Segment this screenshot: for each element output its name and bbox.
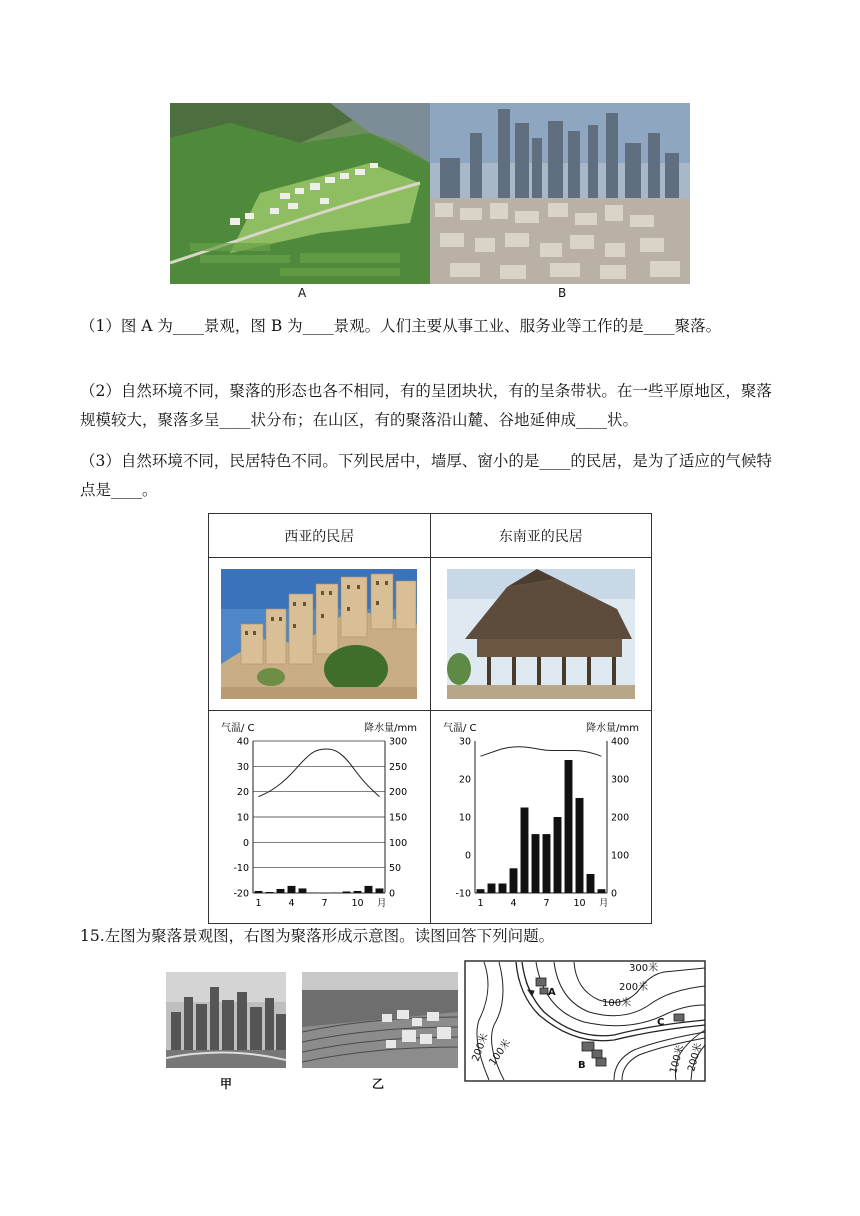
precip-bar — [299, 888, 307, 893]
precip-bar — [376, 888, 384, 893]
precip-tick-label: 100 — [610, 850, 629, 862]
west-asia-climate-cell — [209, 711, 431, 924]
precip-tick-label: 0 — [610, 888, 617, 900]
precip-bar — [310, 892, 318, 893]
settlement-contour-map — [464, 960, 706, 1082]
question-15: 15.左图为聚落景观图，右图为聚落形成示意图。读图回答下列问题。 — [80, 927, 555, 945]
precip-bar — [564, 760, 572, 893]
month-tick-label: 4 — [288, 898, 295, 909]
contour-label-right-200: 200米 — [686, 1041, 705, 1073]
temp-tick-label: 0 — [243, 837, 250, 849]
settlement-c-mark — [674, 1014, 684, 1021]
settlement-a-mark — [536, 978, 546, 986]
photo-yi-label: 乙 — [372, 1077, 385, 1091]
contour-label-left-100: 100米 — [487, 1037, 514, 1068]
precip-bar — [288, 886, 296, 893]
southeast-asia-climate-chart — [441, 717, 641, 917]
question-2: （2）自然环境不同，聚落的形态也各不相同，有的呈团块状，有的呈条带状。在一些平原地区，聚落规模较大，聚落多呈____状分布；在山区，有的聚落沿山麓、谷地延伸成____状。 — [80, 382, 772, 429]
west-asia-house-photo — [221, 569, 417, 699]
temp-tick-label: 10 — [237, 812, 250, 824]
settlement-a-label: A — [548, 987, 556, 998]
precip-bar — [531, 834, 539, 893]
settlement-b-label: B — [578, 1060, 586, 1071]
precip-bar — [476, 889, 484, 893]
temp-axis-title: 气温/ C — [221, 723, 255, 734]
month-tick-label: 1 — [477, 898, 484, 909]
temp-tick-label: -20 — [233, 888, 250, 900]
precip-bar — [553, 817, 561, 893]
contour-label-left-200: 200米 — [470, 1031, 491, 1064]
temp-tick-label: 10 — [458, 812, 471, 824]
contour-label-200: 200米 — [619, 982, 649, 993]
photo-b-label: B — [558, 286, 567, 300]
precip-bar — [332, 892, 340, 893]
west-asia-photo-cell — [209, 558, 431, 711]
precip-tick-label: 250 — [389, 761, 408, 773]
precip-bar — [597, 889, 605, 893]
precip-tick-label: 50 — [389, 863, 402, 875]
top-photos — [170, 103, 690, 284]
question-1: （1）图 A 为____景观，图 B 为____景观。人们主要从事工业、服务业等工作的是____聚落。 — [80, 317, 722, 335]
precip-bar — [487, 884, 495, 894]
month-tick-label: 10 — [351, 898, 364, 909]
west-asia-header: 西亚的民居 — [209, 514, 431, 558]
southeast-asia-climate-cell — [430, 711, 652, 924]
precip-bar — [509, 868, 517, 893]
precip-bar — [575, 798, 583, 893]
precip-bar — [365, 886, 373, 893]
precip-tick-label: 0 — [389, 888, 396, 900]
month-tick-label: 1 — [255, 898, 262, 909]
precip-tick-label: 300 — [610, 774, 629, 786]
photo-a-rural-settlement — [170, 103, 430, 284]
precip-bar — [343, 891, 351, 893]
precip-bar — [266, 892, 274, 893]
temp-tick-label: -10 — [233, 863, 250, 875]
temp-tick-label: 20 — [458, 774, 471, 786]
contour-label-right-100: 100米 — [668, 1043, 687, 1075]
photo-jia-label: 甲 — [220, 1077, 233, 1091]
southeast-asia-photo-cell — [430, 558, 652, 711]
photo-jia-city — [166, 972, 286, 1068]
precip-tick-label: 200 — [389, 787, 408, 799]
temperature-curve — [259, 749, 380, 797]
precip-tick-label: 150 — [389, 812, 408, 824]
housing-table — [208, 513, 652, 924]
month-tick-label: 4 — [510, 898, 517, 909]
precip-bar — [255, 891, 263, 893]
month-tick-label: 7 — [321, 898, 328, 909]
month-unit-label: 月 — [598, 898, 609, 909]
precip-bar — [354, 891, 362, 893]
precip-axis-title: 降水量/mm — [364, 723, 418, 734]
question-3: （3）自然环境不同，民居特色不同。下列民居中，墙厚、窗小的是____的民居，是为了适应的气候特点是____。 — [80, 452, 772, 499]
precip-axis-title: 降水量/mm — [585, 723, 639, 734]
precip-bar — [586, 874, 594, 893]
precip-tick-label: 400 — [610, 736, 629, 748]
contour-label-300: 300米 — [629, 963, 659, 974]
precip-bar — [321, 893, 329, 894]
temp-tick-label: 20 — [237, 787, 250, 799]
photo-a-label: A — [298, 286, 307, 300]
temp-tick-label: -10 — [455, 888, 471, 900]
west-asia-climate-chart — [219, 717, 419, 917]
photo-yi-village — [302, 972, 458, 1068]
precip-bar — [498, 884, 506, 894]
precip-tick-label: 100 — [389, 837, 408, 849]
photo-b-urban-settlement — [430, 103, 690, 284]
month-unit-label: 月 — [377, 898, 387, 909]
southeast-asia-header: 东南亚的民居 — [430, 514, 652, 558]
temperature-curve — [480, 747, 601, 757]
precip-tick-label: 300 — [389, 736, 408, 748]
temp-tick-label: 40 — [237, 736, 250, 748]
precip-bar — [542, 834, 550, 893]
precip-bar — [277, 889, 285, 893]
month-tick-label: 10 — [573, 898, 586, 909]
temp-axis-title: 气温/ C — [442, 723, 477, 734]
temp-tick-label: 30 — [237, 761, 250, 773]
southeast-asia-house-photo — [447, 569, 635, 699]
temp-tick-label: 30 — [458, 736, 471, 748]
settlement-c-label: C — [657, 1017, 665, 1028]
precip-bar — [520, 808, 528, 894]
temp-tick-label: 0 — [464, 850, 471, 862]
precip-tick-label: 200 — [610, 812, 629, 824]
month-tick-label: 7 — [543, 898, 550, 909]
contour-label-100: 100米 — [602, 998, 632, 1009]
